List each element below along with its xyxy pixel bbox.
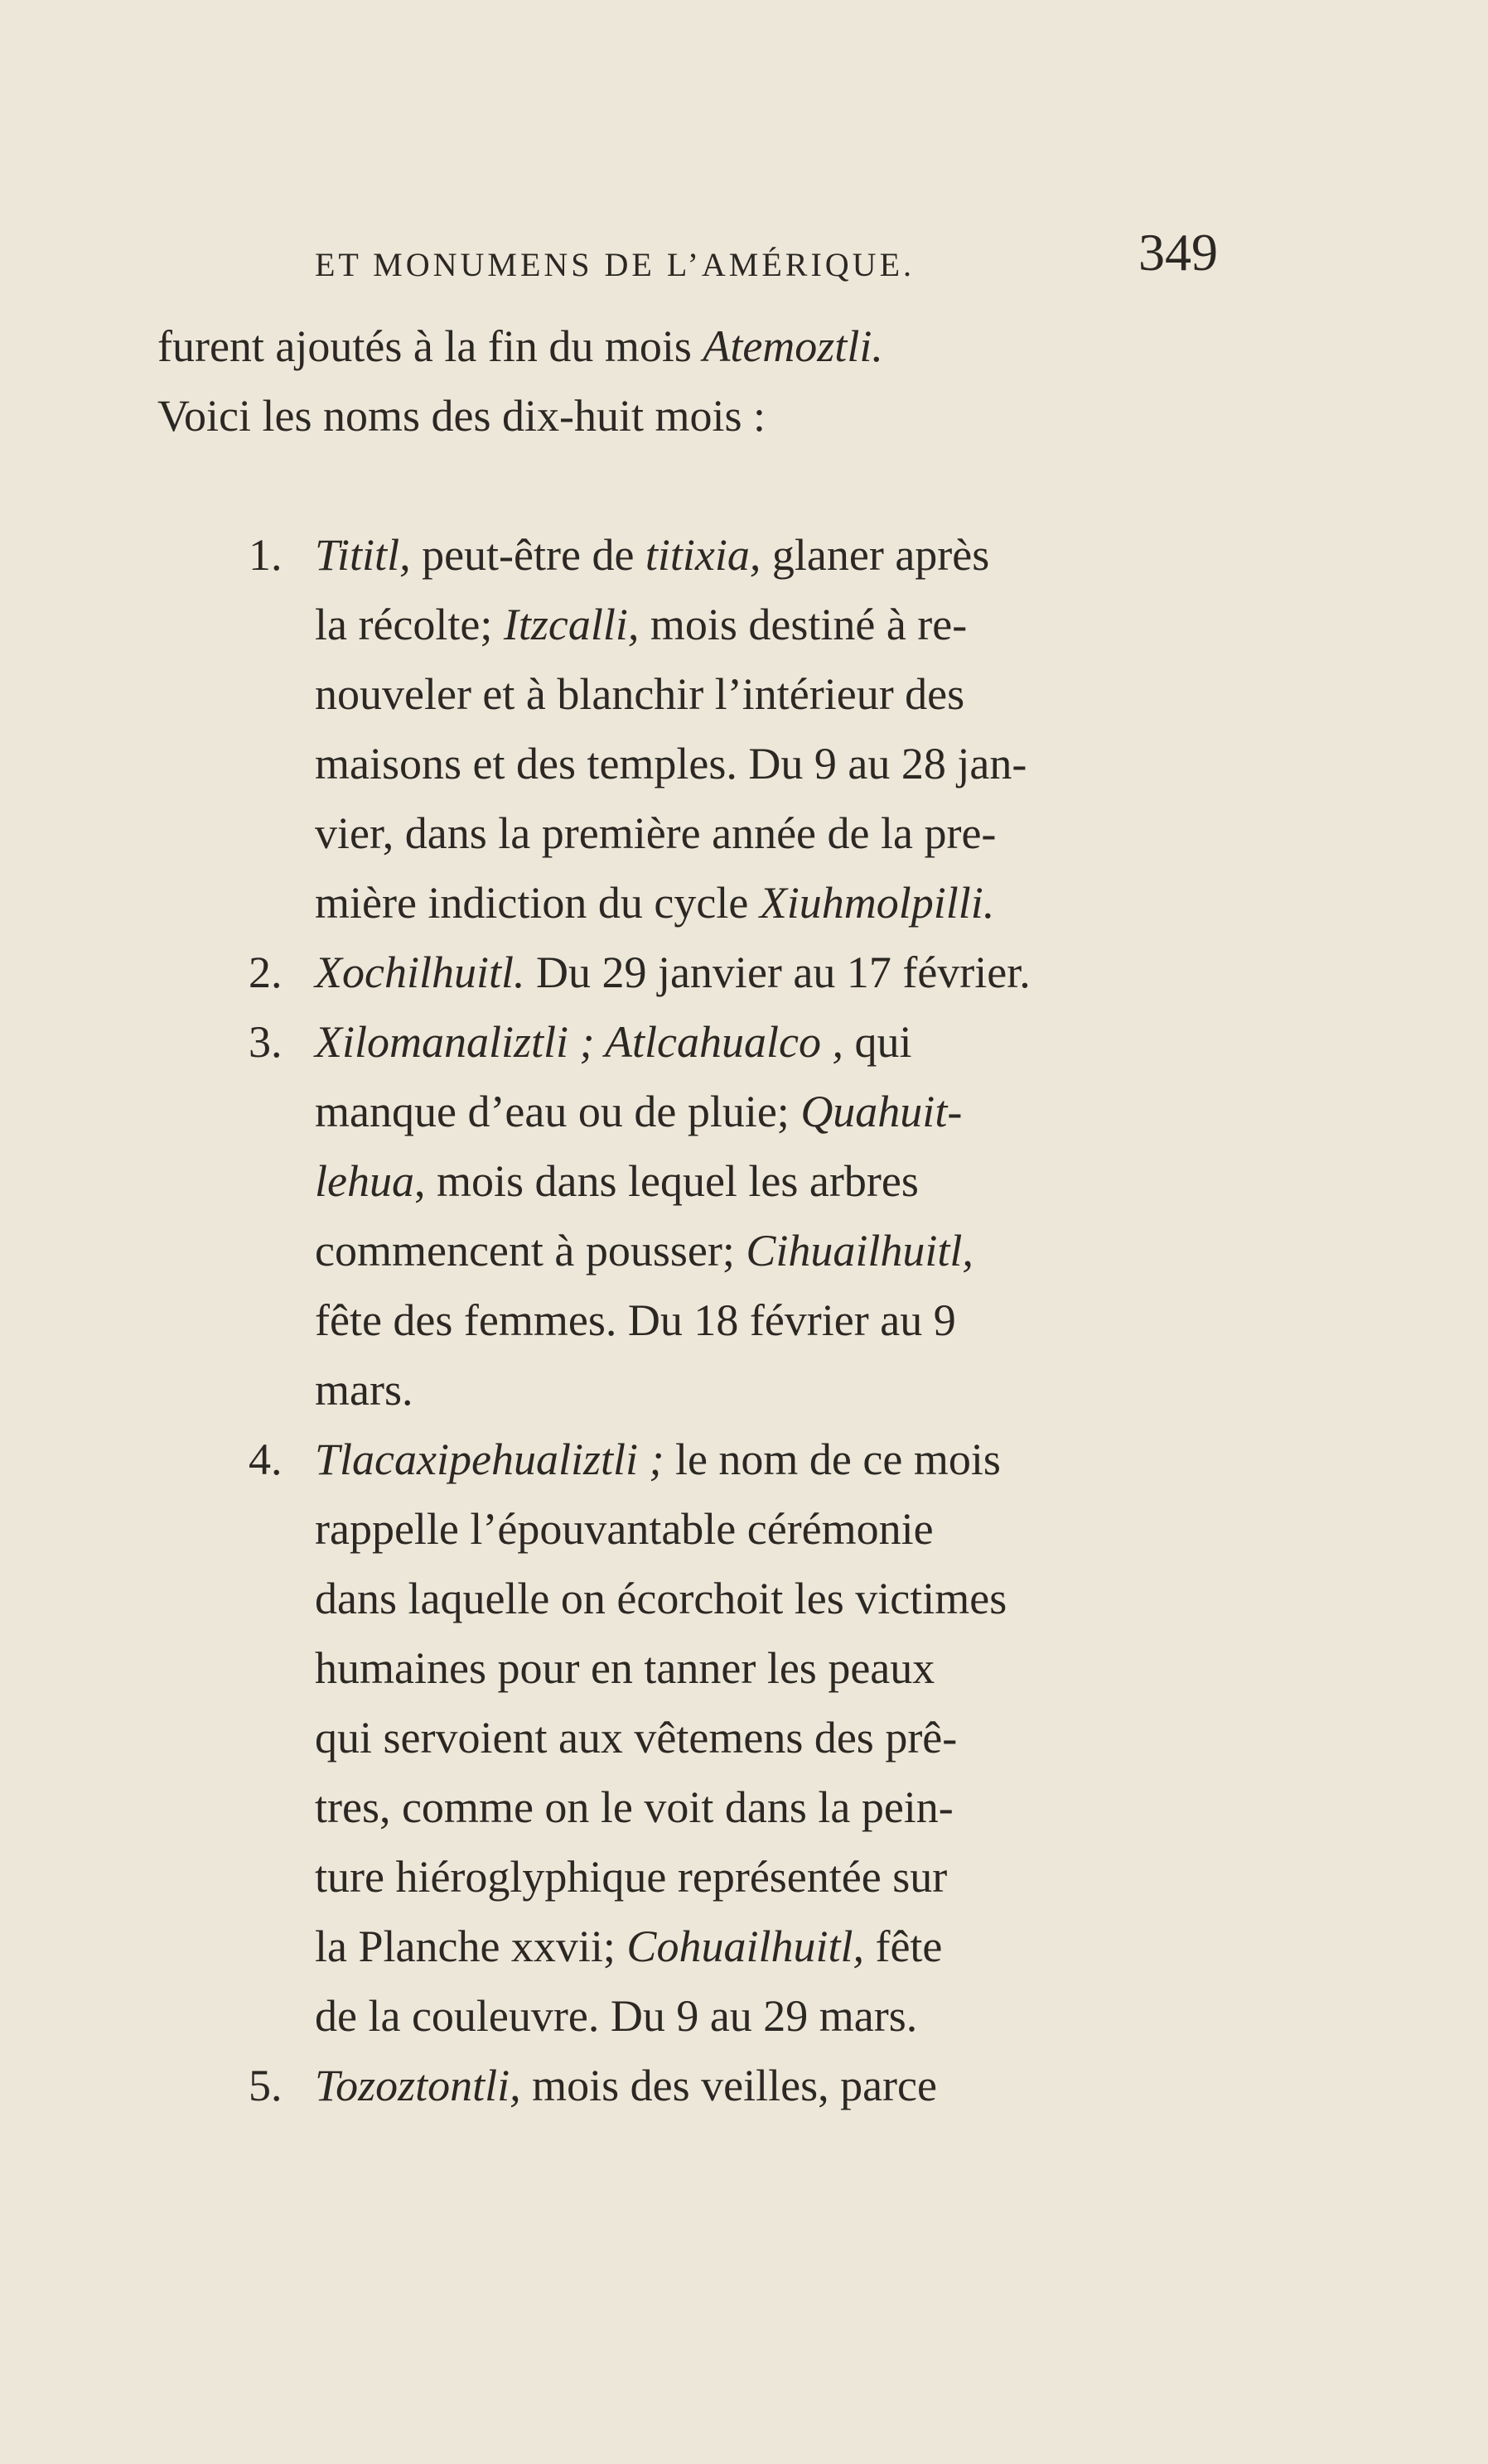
list-item-3-line-1: 3. Xilomanaliztli ; Atlcahualco , qui xyxy=(249,1015,1218,1073)
list-item-3-line-6: mars. xyxy=(315,1365,413,1415)
list-item-5-line-1: 5. Tozoztontli, mois des veilles, parce xyxy=(249,2059,1218,2117)
list-item-3-line-2: manque d’eau ou de pluie; Quahuit- xyxy=(315,1087,963,1136)
list-item-1-line-6: mière indiction du cycle Xiuhmolpilli. xyxy=(315,878,995,928)
page-header xyxy=(315,222,1218,297)
list-item-1-line-2: la récolte; Itzcalli, mois destiné à re- xyxy=(315,600,968,649)
list-item-4-line-2: rappelle l’épouvantable cérémonie xyxy=(315,1504,934,1554)
list-item-4-line-3: dans laquelle on écorchoit les victimes xyxy=(315,1574,1007,1623)
list-item-4-line-9: de la couleuvre. Du 9 au 29 mars. xyxy=(315,1991,918,2041)
list-item-number: 3. xyxy=(249,1017,283,1067)
page-number: 349 xyxy=(1138,223,1218,282)
list-item-number: 1. xyxy=(249,530,283,580)
list-item-2-line-1: 2. Xochilhuitl. Du 29 janvier au 17 février. xyxy=(249,946,1218,1004)
list-item-3-line-5: fête des femmes. Du 18 février au 9 xyxy=(315,1295,956,1345)
intro-line-2: Voici les noms des dix-huit mois : xyxy=(157,391,766,441)
list-item-1-line-4: maisons et des temples. Du 9 au 28 jan- xyxy=(315,739,1027,788)
list-item-number: 2. xyxy=(249,948,283,997)
list-item-4-line-6: tres, comme on le voit dans la pein- xyxy=(315,1782,954,1832)
list-item-number: 4. xyxy=(249,1435,283,1484)
list-item-1-line-3: nouveler et à blanchir l’intérieur des xyxy=(315,669,965,719)
list-item-1-line-1: 1. Tititl, peut-être de titixia, glaner après xyxy=(249,528,1218,586)
list-item-4-line-8: la Planche xxvii; Cohuailhuitl, fête xyxy=(315,1922,943,1971)
list-item-3-line-4: commencent à pousser; Cihuailhuitl, xyxy=(315,1226,973,1275)
list-item-4-line-1: 4. Tlacaxipehualiztli ; le nom de ce mois xyxy=(249,1433,1218,1491)
list-item-4-line-5: qui servoient aux vêtemens des prê- xyxy=(315,1713,958,1762)
list-item-number: 5. xyxy=(249,2061,283,2110)
list-item-4-line-4: humaines pour en tanner les peaux xyxy=(315,1643,935,1693)
running-title: ET MONUMENS DE L’AMÉRIQUE. xyxy=(315,246,915,283)
list-item-4-line-7: ture hiéroglyphique représentée sur xyxy=(315,1852,948,1902)
intro-line-1: furent ajoutés à la fin du mois Atemoztli. xyxy=(157,321,883,371)
list-item-1-line-5: vier, dans la première année de la pre- xyxy=(315,808,997,858)
list-item-3-line-3: lehua, mois dans lequel les arbres xyxy=(315,1156,919,1206)
